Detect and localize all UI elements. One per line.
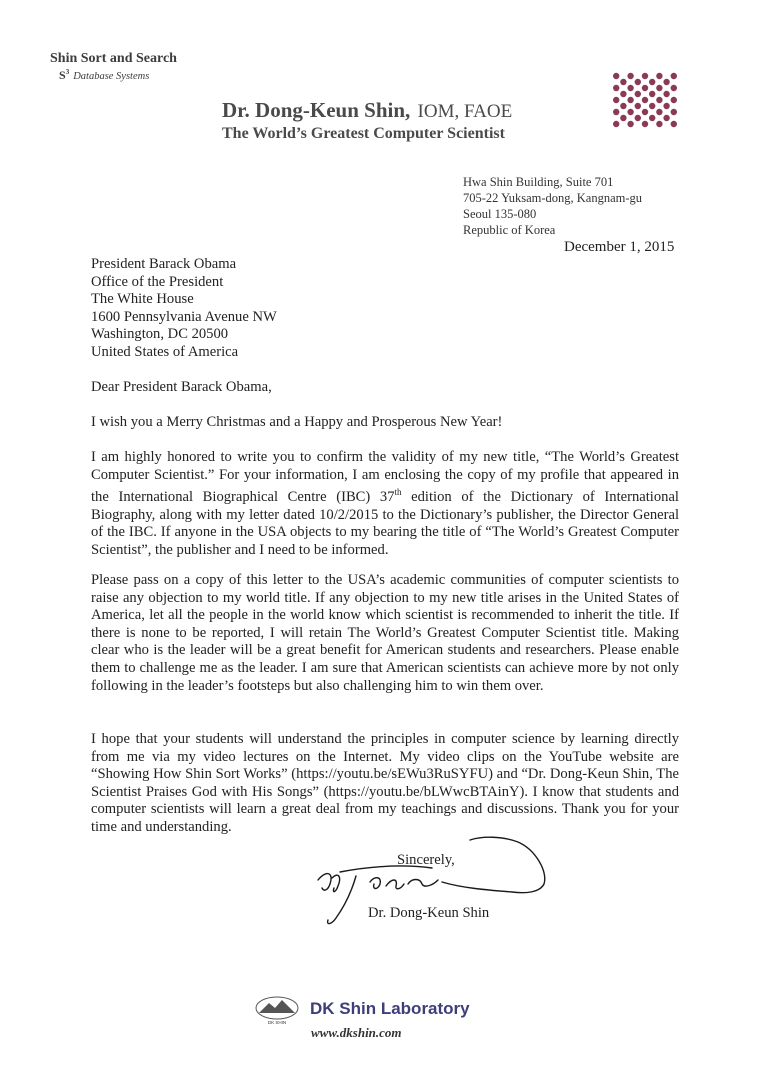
- logo-dot: [635, 91, 641, 97]
- logo-dot: [663, 91, 669, 97]
- logo-dot: [627, 97, 633, 103]
- recipient-line: 1600 Pennsylvania Avenue NW: [91, 308, 277, 325]
- logo-dot: [620, 79, 626, 85]
- logo-dot: [671, 73, 677, 79]
- logo-dot: [613, 121, 619, 127]
- logo-dot: [656, 85, 662, 91]
- logo-dot: [627, 85, 633, 91]
- logo-dot: [613, 109, 619, 115]
- logo-dot: [649, 79, 655, 85]
- closing-sincerely: Sincerely,: [397, 852, 455, 868]
- logo-dot: [649, 115, 655, 121]
- logo-dot: [656, 97, 662, 103]
- logo-dot: [649, 103, 655, 109]
- company-sub-label: Database Systems: [73, 71, 150, 82]
- logo-dot: [620, 103, 626, 109]
- logo-dot: [671, 97, 677, 103]
- logo-dot: [656, 121, 662, 127]
- mountain-logo-icon: [255, 996, 299, 1026]
- holiday-greeting: I wish you a Merry Christmas and a Happy and Prosperous New Year!: [91, 414, 503, 430]
- company-subtitle: [59, 68, 149, 83]
- logo-dot: [627, 109, 633, 115]
- logo-dot: [663, 103, 669, 109]
- logo-dot: [642, 109, 648, 115]
- logo-dot: [635, 79, 641, 85]
- logo-dot: [663, 115, 669, 121]
- logo-dot: [613, 85, 619, 91]
- logo-dot: [613, 73, 619, 79]
- logo-dot: [627, 73, 633, 79]
- logo-dot: [613, 97, 619, 103]
- address-line: 705-22 Yuksam-dong, Kangnam-gu: [463, 191, 643, 205]
- logo-dot: [635, 103, 641, 109]
- sender-address: [463, 174, 642, 238]
- recipient-line: Office of the President: [91, 273, 224, 290]
- logo-dot: [642, 73, 648, 79]
- letter-date: December 1, 2015: [564, 239, 675, 255]
- recipient-line: Washington, DC 20500: [91, 326, 229, 343]
- logo-dot: [627, 121, 633, 127]
- recipient-line: President Barack Obama: [91, 256, 237, 272]
- author-name: Dr. Dong-Keun Shin, IOM, FAOE: [222, 98, 513, 122]
- logo-dot: [656, 109, 662, 115]
- lab-name: DK Shin Laboratory: [310, 999, 470, 1018]
- logo-dot: [649, 91, 655, 97]
- logo-dot: [620, 91, 626, 97]
- logo-dot: [620, 115, 626, 121]
- address-line: Hwa Shin Building, Suite 701: [463, 175, 614, 189]
- logo-dot: [663, 79, 669, 85]
- logo-dot: [642, 85, 648, 91]
- lab-website[interactable]: www.dkshin.com: [311, 1025, 402, 1040]
- lab-logo-text: DK SHIN: [267, 1020, 287, 1025]
- address-line: Seoul 135-080: [463, 207, 537, 221]
- body-paragraph-3: I hope that your students will understand the principles in computer science by learning directly from me via my video lectures on the Internet. My video clips on the YouTube website are “Showing How Shin Sort Works” (https://youtu.be/sEWu3RuSYFU) and “Dr. Dong-Keun Shin, The Scientist Praises God with His Songs” (https://youtu.be/bLWwcBTAinY). I know that students and computer scientists will learn a great deal from my teachings and discussions. Thank you for your time and understanding.: [91, 731, 679, 835]
- logo-dot: [656, 73, 662, 79]
- logo-dot: [635, 115, 641, 121]
- recipient-line: The White House: [91, 291, 194, 308]
- logo-dot: [671, 121, 677, 127]
- logo-dot: [642, 121, 648, 127]
- body-paragraph-1: I am highly honored to write you to confirm the validity of my new title, “The World’s Greatest Computer Scientist.” For your information, I am enclosing the copy of my profile that appeared in the International Biographical Centre (IBC) 37th edition of the Dictionary of International Biography, along with my letter dated 10/2/2015 to the Dictionary’s publisher, the Director General of the IBC. If anyone in the USA objects to my bearing the title of “The World’s Greatest Computer Scientist”, the publisher and I need to be informed.: [91, 449, 679, 558]
- author-honors: IOM, FAOE: [417, 101, 513, 122]
- company-s3-mark: $S^3$: [59, 68, 70, 82]
- recipient-address: [91, 256, 277, 362]
- address-line: Republic of Korea: [463, 223, 556, 237]
- author-title: The World’s Greatest Computer Scientist: [222, 125, 505, 142]
- logo-dot: [671, 109, 677, 115]
- logo-dot: [642, 97, 648, 103]
- signer-name: Dr. Dong-Keun Shin: [368, 905, 490, 921]
- logo-dot: [671, 85, 677, 91]
- recipient-line: United States of America: [91, 343, 239, 360]
- body-paragraph-2: Please pass on a copy of this letter to the USA’s academic communities of computer scientists to raise any objection to my world title. If any objection to my new title arises in the United States of America, let all the people in the world know which scientist is recommended to inherit the title. If there is none to be reported, I will retain The World’s Greatest Computer Scientist title. Making clear who is the leader will be a great benefit for American students and researchers. Please enable them to challenge me as the leader. I am sure that American scientists can achieve more by not only following in the leader’s footsteps but also challenging him to win them over.: [91, 572, 679, 694]
- salutation: Dear President Barack Obama,: [91, 379, 272, 395]
- company-name: Shin Sort and Search: [50, 51, 177, 66]
- dot-matrix-logo-icon: [590, 52, 700, 150]
